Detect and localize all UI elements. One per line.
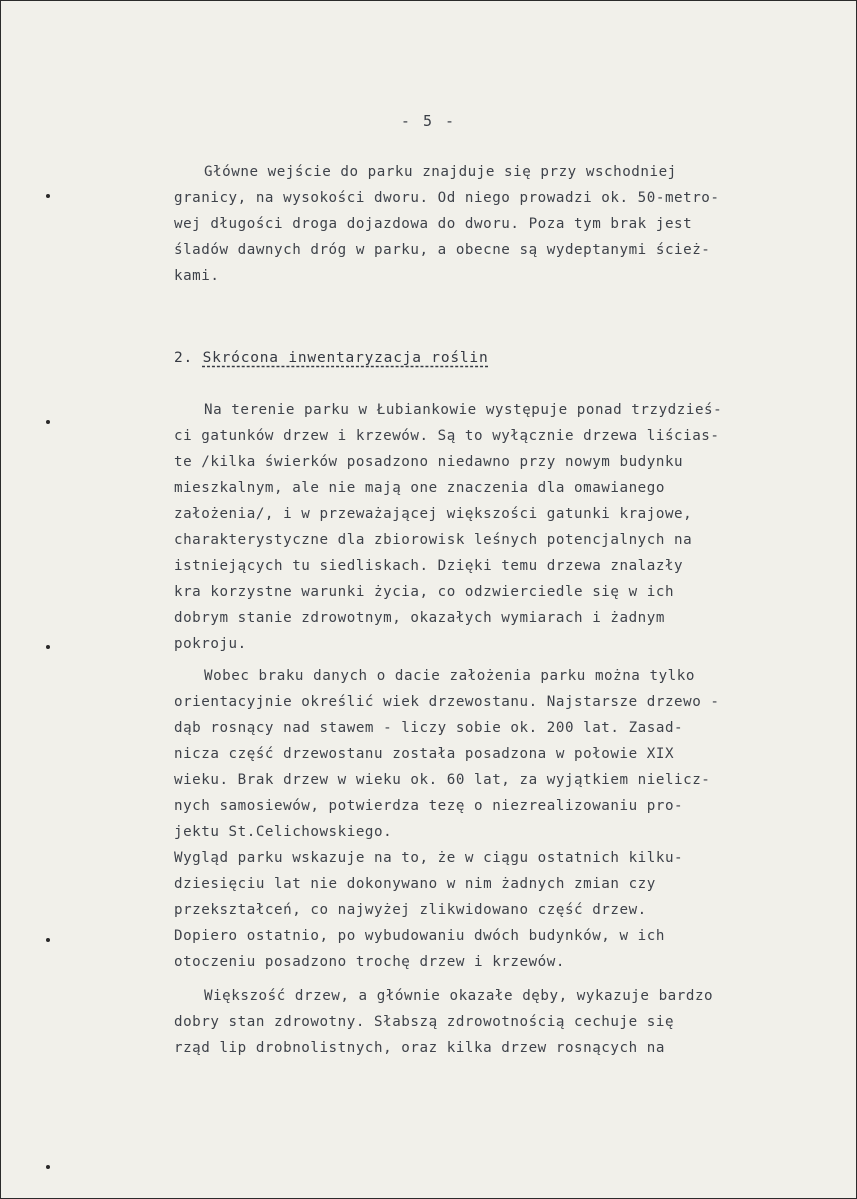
text-line: dobry stan zdrowotny. Słabszą zdrowotnością cechuje się <box>174 1014 675 1030</box>
text-line: dąb rosnący nad stawem - liczy sobie ok. 200 lat. Zasad- <box>174 720 684 736</box>
binder-hole-mark <box>46 645 50 649</box>
binder-hole-mark <box>46 1165 50 1169</box>
text-line: mieszkalnym, ale nie mają one znaczenia dla omawianego <box>174 480 665 496</box>
text-line: granicy, na wysokości dworu. Od niego prowadzi ok. 50-metro- <box>174 190 720 206</box>
text-line: pokroju. <box>174 636 247 652</box>
text-line: kami. <box>174 268 220 284</box>
binder-hole-mark <box>46 194 50 198</box>
text-line: wej długości droga dojazdowa do dworu. Poza tym brak jest <box>174 216 693 232</box>
text-line: założenia/, i w przeważającej większości gatunki krajowe, <box>174 506 693 522</box>
text-line: nicza część drzewostanu została posadzona w połowie XIX <box>174 746 675 762</box>
text-line: rząd lip drobnolistnych, oraz kilka drzew rosnących na <box>174 1040 665 1056</box>
text-line: wieku. Brak drzew w wieku ok. 60 lat, za wyjątkiem nielicz- <box>174 772 711 788</box>
text-line: przekształceń, co najwyżej zlikwidowano część drzew. <box>174 902 647 918</box>
text-line: Wygląd parku wskazuje na to, że w ciągu ostatnich kilku- <box>174 850 684 866</box>
section-heading <box>174 350 489 366</box>
text-line: istniejących tu siedliskach. Dzięki temu drzewa znalazły <box>174 558 684 574</box>
text-line: Na terenie parku w Łubiankowie występuje ponad trzydzieś- <box>204 402 723 418</box>
text-line: jektu St.Celichowskiego. <box>174 824 393 840</box>
text-line: orientacyjnie określić wiek drzewostanu. Najstarsze drzewo - <box>174 694 720 710</box>
text-line: charakterystyczne dla zbiorowisk leśnych potencjalnych na <box>174 532 693 548</box>
text-line: kra korzystne warunki życia, co odzwierciedle się w ich <box>174 584 675 600</box>
text-line: śladów dawnych dróg w parku, a obecne są wydeptanymi ścież- <box>174 242 711 258</box>
text-line: te /kilka świerków posadzono niedawno przy nowym budynku <box>174 454 684 470</box>
text-line: dziesięciu lat nie dokonywano w nim żadnych zmian czy <box>174 876 656 892</box>
page-number: - 5 - <box>400 112 457 130</box>
text-line: Wobec braku danych o dacie założenia parku można tylko <box>204 668 695 684</box>
text-line: nych samosiewów, potwierdza tezę o niezrealizowaniu pro- <box>174 798 684 814</box>
binder-hole-mark <box>46 420 50 424</box>
text-line: Większość drzew, a głównie okazałe dęby, wykazuje bardzo <box>204 988 714 1004</box>
text-line: Dopiero ostatnio, po wybudowaniu dwóch budynków, w ich <box>174 928 665 944</box>
text-line: Główne wejście do parku znajduje się przy wschodniej <box>204 164 677 180</box>
text-line: ci gatunków drzew i krzewów. Są to wyłącznie drzewa liścias- <box>174 428 720 444</box>
section-number: 2. <box>174 350 194 366</box>
section-title: Skrócona inwentaryzacja roślin <box>202 350 489 366</box>
text-line: dobrym stanie zdrowotnym, okazałych wymiarach i żadnym <box>174 610 665 626</box>
text-line: otoczeniu posadzono trochę drzew i krzewów. <box>174 954 565 970</box>
binder-hole-mark <box>46 938 50 942</box>
